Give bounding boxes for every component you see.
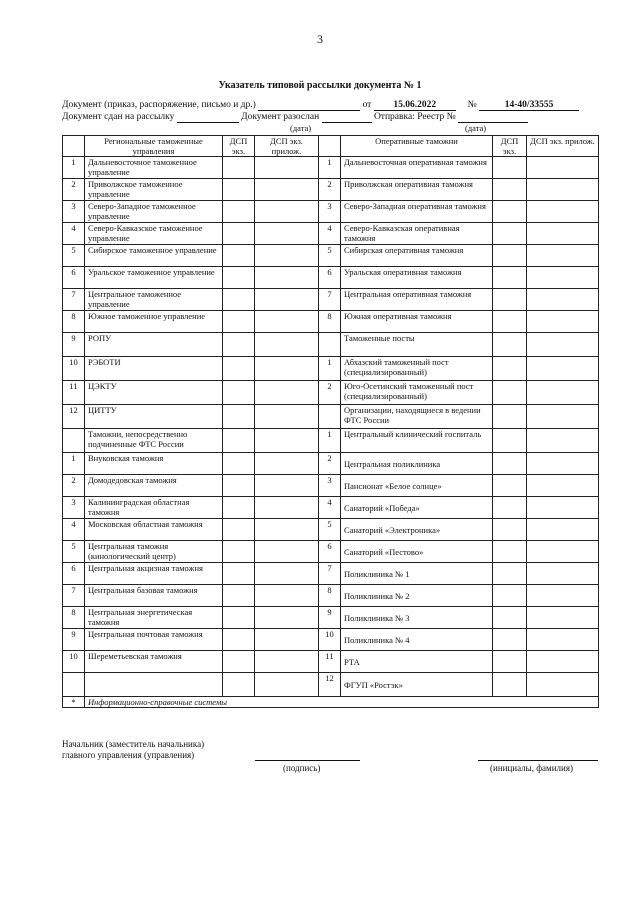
right-row-name: Поликлиника № 2 xyxy=(341,585,493,607)
doc-label: Документ (приказ, распоряжение, письмо и др.) xyxy=(62,100,256,110)
left-dsp-ex-cell xyxy=(223,245,255,267)
document-info-line xyxy=(62,100,592,111)
left-row-number: 3 xyxy=(63,201,85,223)
table-row xyxy=(63,381,599,405)
right-dsp-ex-cell xyxy=(493,475,527,497)
left-row-number: 6 xyxy=(63,267,85,289)
right-dsp-ex-cell xyxy=(493,289,527,311)
right-row-number: 2 xyxy=(319,381,341,405)
right-dsp-app-cell xyxy=(527,497,599,519)
table-row xyxy=(63,267,599,289)
left-dsp-app-cell xyxy=(255,357,319,381)
left-row-name: Московская областная таможня xyxy=(85,519,223,541)
left-row-number: 7 xyxy=(63,585,85,607)
right-dsp-ex-cell xyxy=(493,563,527,585)
header-dsp-app-right: ДСП экз. прилож. xyxy=(527,136,599,157)
header-dsp-ex-left: ДСП экз. xyxy=(223,136,255,157)
left-dsp-app-cell xyxy=(255,201,319,223)
table-row xyxy=(63,179,599,201)
table-row xyxy=(63,673,599,697)
footnote-text: Информационно-справочные системы xyxy=(85,697,599,708)
right-row-name: Центральная оперативная таможня xyxy=(341,289,493,311)
right-dsp-app-cell xyxy=(527,311,599,333)
left-row-name: Уральское таможенное управление xyxy=(85,267,223,289)
right-dsp-ex-cell xyxy=(493,629,527,651)
table-row xyxy=(63,497,599,519)
left-dsp-app-cell xyxy=(255,475,319,497)
left-dsp-app-cell xyxy=(255,333,319,357)
date-caption-2: (дата) xyxy=(465,123,487,133)
right-dsp-app-cell xyxy=(527,585,599,607)
left-row-name xyxy=(85,673,223,697)
left-dsp-app-cell xyxy=(255,311,319,333)
right-row-number: 2 xyxy=(319,453,341,475)
left-row-number: 12 xyxy=(63,405,85,429)
right-dsp-ex-cell xyxy=(493,405,527,429)
left-row-number: 9 xyxy=(63,629,85,651)
right-row-number: 8 xyxy=(319,311,341,333)
right-dsp-app-cell xyxy=(527,333,599,357)
number-label: № xyxy=(467,100,477,110)
right-row-name: Санаторий «Электроника» xyxy=(341,519,493,541)
left-dsp-ex-cell xyxy=(223,541,255,563)
left-row-name: Центральная таможня (кинологический центр) xyxy=(85,541,223,563)
left-row-name: Южное таможенное управление xyxy=(85,311,223,333)
right-row-number: 3 xyxy=(319,475,341,497)
left-row-name: Приволжское таможенное управление xyxy=(85,179,223,201)
left-row-number: 11 xyxy=(63,381,85,405)
right-row-number: 6 xyxy=(319,267,341,289)
left-dsp-app-cell xyxy=(255,585,319,607)
handed-label: Документ сдан на рассылку xyxy=(62,112,175,122)
right-row-name: Юго-Осетинский таможенный пост (специализированный) xyxy=(341,381,493,405)
left-dsp-ex-cell xyxy=(223,497,255,519)
signature-position xyxy=(62,739,204,761)
table-row xyxy=(63,223,599,245)
left-row-number: 9 xyxy=(63,333,85,357)
right-row-number: 1 xyxy=(319,357,341,381)
right-dsp-ex-cell xyxy=(493,267,527,289)
right-dsp-app-cell xyxy=(527,673,599,697)
left-row-number: 1 xyxy=(63,157,85,179)
left-dsp-app-cell xyxy=(255,223,319,245)
sent-date-blank xyxy=(322,112,372,123)
header-num-right xyxy=(319,136,341,157)
left-dsp-ex-cell xyxy=(223,357,255,381)
right-row-number: 11 xyxy=(319,651,341,673)
left-row-name: Таможни, непосредственно подчиненные ФТС России xyxy=(85,429,223,453)
right-dsp-app-cell xyxy=(527,267,599,289)
right-dsp-ex-cell xyxy=(493,651,527,673)
table-row xyxy=(63,201,599,223)
table-row xyxy=(63,453,599,475)
right-row-name: Сибирская оперативная таможня xyxy=(341,245,493,267)
left-dsp-ex-cell xyxy=(223,651,255,673)
doc-type-blank xyxy=(258,100,360,111)
right-row-name: Северо-Кавказская оперативная таможня xyxy=(341,223,493,245)
right-row-number: 3 xyxy=(319,201,341,223)
right-row-number: 4 xyxy=(319,497,341,519)
date-caption-1: (дата) xyxy=(290,123,312,133)
table-header xyxy=(63,136,599,157)
right-row-name: Уральская оперативная таможня xyxy=(341,267,493,289)
left-row-name: РОПУ xyxy=(85,333,223,357)
signature-caption: (подпись) xyxy=(283,763,321,773)
table-row xyxy=(63,563,599,585)
left-row-number: 4 xyxy=(63,223,85,245)
table-row xyxy=(63,475,599,497)
right-dsp-ex-cell xyxy=(493,453,527,475)
left-row-number xyxy=(63,673,85,697)
position-line-1: Начальник (заместитель начальника) xyxy=(62,739,205,749)
left-row-number: 2 xyxy=(63,179,85,201)
right-row-number: 5 xyxy=(319,519,341,541)
header-dsp-ex-right: ДСП экз. xyxy=(493,136,527,157)
left-dsp-app-cell xyxy=(255,629,319,651)
right-dsp-app-cell xyxy=(527,429,599,453)
document-title: Указатель типовой рассылки документа № 1 xyxy=(218,80,422,91)
footnote-mark: * xyxy=(63,697,85,708)
header-num-left xyxy=(63,136,85,157)
left-row-number: 8 xyxy=(63,311,85,333)
right-dsp-app-cell xyxy=(527,519,599,541)
left-dsp-app-cell xyxy=(255,563,319,585)
right-dsp-app-cell xyxy=(527,223,599,245)
left-dsp-ex-cell xyxy=(223,289,255,311)
left-dsp-app-cell xyxy=(255,453,319,475)
right-row-name: РТА xyxy=(341,651,493,673)
right-dsp-ex-cell xyxy=(493,497,527,519)
left-dsp-ex-cell xyxy=(223,673,255,697)
left-dsp-app-cell xyxy=(255,429,319,453)
left-dsp-ex-cell xyxy=(223,585,255,607)
left-dsp-ex-cell xyxy=(223,381,255,405)
right-dsp-ex-cell xyxy=(493,381,527,405)
right-row-name: Северо-Западная оперативная таможня xyxy=(341,201,493,223)
right-dsp-ex-cell xyxy=(493,357,527,381)
left-dsp-app-cell xyxy=(255,607,319,629)
left-dsp-app-cell xyxy=(255,289,319,311)
left-dsp-ex-cell xyxy=(223,519,255,541)
right-dsp-app-cell xyxy=(527,563,599,585)
left-dsp-ex-cell xyxy=(223,563,255,585)
right-row-name: Приволжская оперативная таможня xyxy=(341,179,493,201)
right-dsp-app-cell xyxy=(527,201,599,223)
right-row-name: Поликлиника № 4 xyxy=(341,629,493,651)
left-dsp-ex-cell xyxy=(223,333,255,357)
table-row xyxy=(63,357,599,381)
table-row xyxy=(63,607,599,629)
left-dsp-app-cell xyxy=(255,497,319,519)
dispatch-info-line xyxy=(62,112,592,123)
handed-date-blank xyxy=(177,112,239,123)
left-dsp-app-cell xyxy=(255,519,319,541)
right-dsp-ex-cell xyxy=(493,311,527,333)
left-row-name: ЦИТТУ xyxy=(85,405,223,429)
left-row-number: 10 xyxy=(63,651,85,673)
header-regional: Региональные таможенные управления xyxy=(85,136,223,157)
table-row xyxy=(63,651,599,673)
left-row-name: Домодедовская таможня xyxy=(85,475,223,497)
right-row-name: ФГУП «Ростэк» xyxy=(341,673,493,697)
left-row-number: 6 xyxy=(63,563,85,585)
left-dsp-app-cell xyxy=(255,651,319,673)
right-row-name: Санаторий «Пестово» xyxy=(341,541,493,563)
table-row xyxy=(63,429,599,453)
left-dsp-ex-cell xyxy=(223,267,255,289)
right-dsp-app-cell xyxy=(527,245,599,267)
table-row xyxy=(63,245,599,267)
table-row xyxy=(63,311,599,333)
right-dsp-app-cell xyxy=(527,453,599,475)
right-row-number xyxy=(319,405,341,429)
left-dsp-ex-cell xyxy=(223,453,255,475)
right-dsp-app-cell xyxy=(527,541,599,563)
right-dsp-app-cell xyxy=(527,179,599,201)
left-row-name: РЭБОТИ xyxy=(85,357,223,381)
table-row xyxy=(63,541,599,563)
right-dsp-app-cell xyxy=(527,629,599,651)
table-row xyxy=(63,333,599,357)
table-row xyxy=(63,157,599,179)
page-number: 3 xyxy=(317,32,323,46)
left-row-name: Центральная базовая таможня xyxy=(85,585,223,607)
left-row-name: Центральная энергетическая таможня xyxy=(85,607,223,629)
left-row-number: 3 xyxy=(63,497,85,519)
right-row-number: 2 xyxy=(319,179,341,201)
left-row-number: 10 xyxy=(63,357,85,381)
left-row-number: 7 xyxy=(63,289,85,311)
left-row-number: 5 xyxy=(63,541,85,563)
left-row-name: Калининградская областная таможня xyxy=(85,497,223,519)
right-dsp-ex-cell xyxy=(493,541,527,563)
position-line-2: главного управления (управления) xyxy=(62,750,195,760)
right-dsp-ex-cell xyxy=(493,429,527,453)
right-dsp-ex-cell xyxy=(493,179,527,201)
right-dsp-ex-cell xyxy=(493,245,527,267)
left-row-name: Северо-Западное таможенное управление xyxy=(85,201,223,223)
right-dsp-app-cell xyxy=(527,381,599,405)
document-number: 14-40/33555 xyxy=(504,100,554,110)
right-row-number: 1 xyxy=(319,429,341,453)
right-dsp-app-cell xyxy=(527,157,599,179)
right-row-name: Поликлиника № 3 xyxy=(341,607,493,629)
right-row-name: Организации, находящиеся в ведении ФТС России xyxy=(341,405,493,429)
right-row-name: Санаторий «Победа» xyxy=(341,497,493,519)
left-dsp-ex-cell xyxy=(223,607,255,629)
header-dsp-app-left: ДСП экз. прилож. xyxy=(255,136,319,157)
registry-blank xyxy=(458,112,528,123)
right-row-number: 4 xyxy=(319,223,341,245)
table-row xyxy=(63,289,599,311)
left-dsp-ex-cell xyxy=(223,429,255,453)
right-row-number: 1 xyxy=(319,157,341,179)
right-dsp-app-cell xyxy=(527,651,599,673)
left-dsp-app-cell xyxy=(255,245,319,267)
right-row-name: Дальневосточная оперативная таможня xyxy=(341,157,493,179)
right-dsp-app-cell xyxy=(527,357,599,381)
left-dsp-ex-cell xyxy=(223,157,255,179)
right-dsp-ex-cell xyxy=(493,585,527,607)
header-operational: Оперативные таможни xyxy=(341,136,493,157)
right-row-number: 7 xyxy=(319,289,341,311)
left-dsp-app-cell xyxy=(255,405,319,429)
right-row-name: Поликлиника № 1 xyxy=(341,563,493,585)
right-row-number xyxy=(319,333,341,357)
left-row-number: 4 xyxy=(63,519,85,541)
right-row-number: 8 xyxy=(319,585,341,607)
right-row-name: Центральный клинический госпиталь xyxy=(341,429,493,453)
right-row-number: 7 xyxy=(319,563,341,585)
table-row xyxy=(63,629,599,651)
right-row-name: Абхазский таможенный пост (специализированный) xyxy=(341,357,493,381)
right-dsp-app-cell xyxy=(527,475,599,497)
right-dsp-ex-cell xyxy=(493,673,527,697)
left-dsp-app-cell xyxy=(255,179,319,201)
left-dsp-ex-cell xyxy=(223,629,255,651)
left-dsp-app-cell xyxy=(255,157,319,179)
right-row-number: 5 xyxy=(319,245,341,267)
left-row-number: 5 xyxy=(63,245,85,267)
table-row xyxy=(63,585,599,607)
left-dsp-ex-cell xyxy=(223,475,255,497)
right-dsp-ex-cell xyxy=(493,333,527,357)
left-row-number xyxy=(63,429,85,453)
name-line xyxy=(478,760,598,761)
left-dsp-app-cell xyxy=(255,673,319,697)
left-row-name: ЦЭКТУ xyxy=(85,381,223,405)
table-row xyxy=(63,405,599,429)
dispatch-label: Отправка: Реестр № xyxy=(373,112,456,122)
left-dsp-ex-cell xyxy=(223,311,255,333)
left-dsp-app-cell xyxy=(255,267,319,289)
right-row-number: 12 xyxy=(319,673,341,697)
distribution-table xyxy=(62,135,599,708)
left-dsp-ex-cell xyxy=(223,201,255,223)
from-label: от xyxy=(362,100,372,110)
right-dsp-app-cell xyxy=(527,607,599,629)
right-dsp-app-cell xyxy=(527,405,599,429)
left-dsp-app-cell xyxy=(255,381,319,405)
right-row-name: Пансионат «Белое солнце» xyxy=(341,475,493,497)
sent-label: Документ разослан xyxy=(241,112,320,122)
table-row xyxy=(63,519,599,541)
right-row-name: Центральная поликлиника xyxy=(341,453,493,475)
left-row-name: Центральная почтовая таможня xyxy=(85,629,223,651)
right-dsp-ex-cell xyxy=(493,157,527,179)
name-caption: (инициалы, фамилия) xyxy=(490,763,573,773)
right-row-number: 10 xyxy=(319,629,341,651)
left-row-number: 8 xyxy=(63,607,85,629)
signature-line xyxy=(255,760,360,761)
left-row-name: Северо-Кавказское таможенное управление xyxy=(85,223,223,245)
left-row-number: 2 xyxy=(63,475,85,497)
right-row-name: Южная оперативная таможня xyxy=(341,311,493,333)
table-body xyxy=(63,157,599,697)
left-row-name: Шереметьевская таможня xyxy=(85,651,223,673)
left-row-name: Внуковская таможня xyxy=(85,453,223,475)
left-row-number: 1 xyxy=(63,453,85,475)
document-date: 15.06.2022 xyxy=(393,100,437,110)
footnote-row xyxy=(63,697,599,708)
left-row-name: Центральная акцизная таможня xyxy=(85,563,223,585)
right-row-number: 6 xyxy=(319,541,341,563)
right-dsp-ex-cell xyxy=(493,201,527,223)
left-dsp-ex-cell xyxy=(223,405,255,429)
right-dsp-ex-cell xyxy=(493,607,527,629)
right-dsp-ex-cell xyxy=(493,519,527,541)
left-dsp-ex-cell xyxy=(223,223,255,245)
right-row-number: 9 xyxy=(319,607,341,629)
left-row-name: Центральное таможенное управление xyxy=(85,289,223,311)
left-row-name: Сибирское таможенное управление xyxy=(85,245,223,267)
left-row-name: Дальневосточное таможенное управление xyxy=(85,157,223,179)
left-dsp-app-cell xyxy=(255,541,319,563)
right-dsp-app-cell xyxy=(527,289,599,311)
left-dsp-ex-cell xyxy=(223,179,255,201)
right-dsp-ex-cell xyxy=(493,223,527,245)
right-row-name: Таможенные посты xyxy=(341,333,493,357)
